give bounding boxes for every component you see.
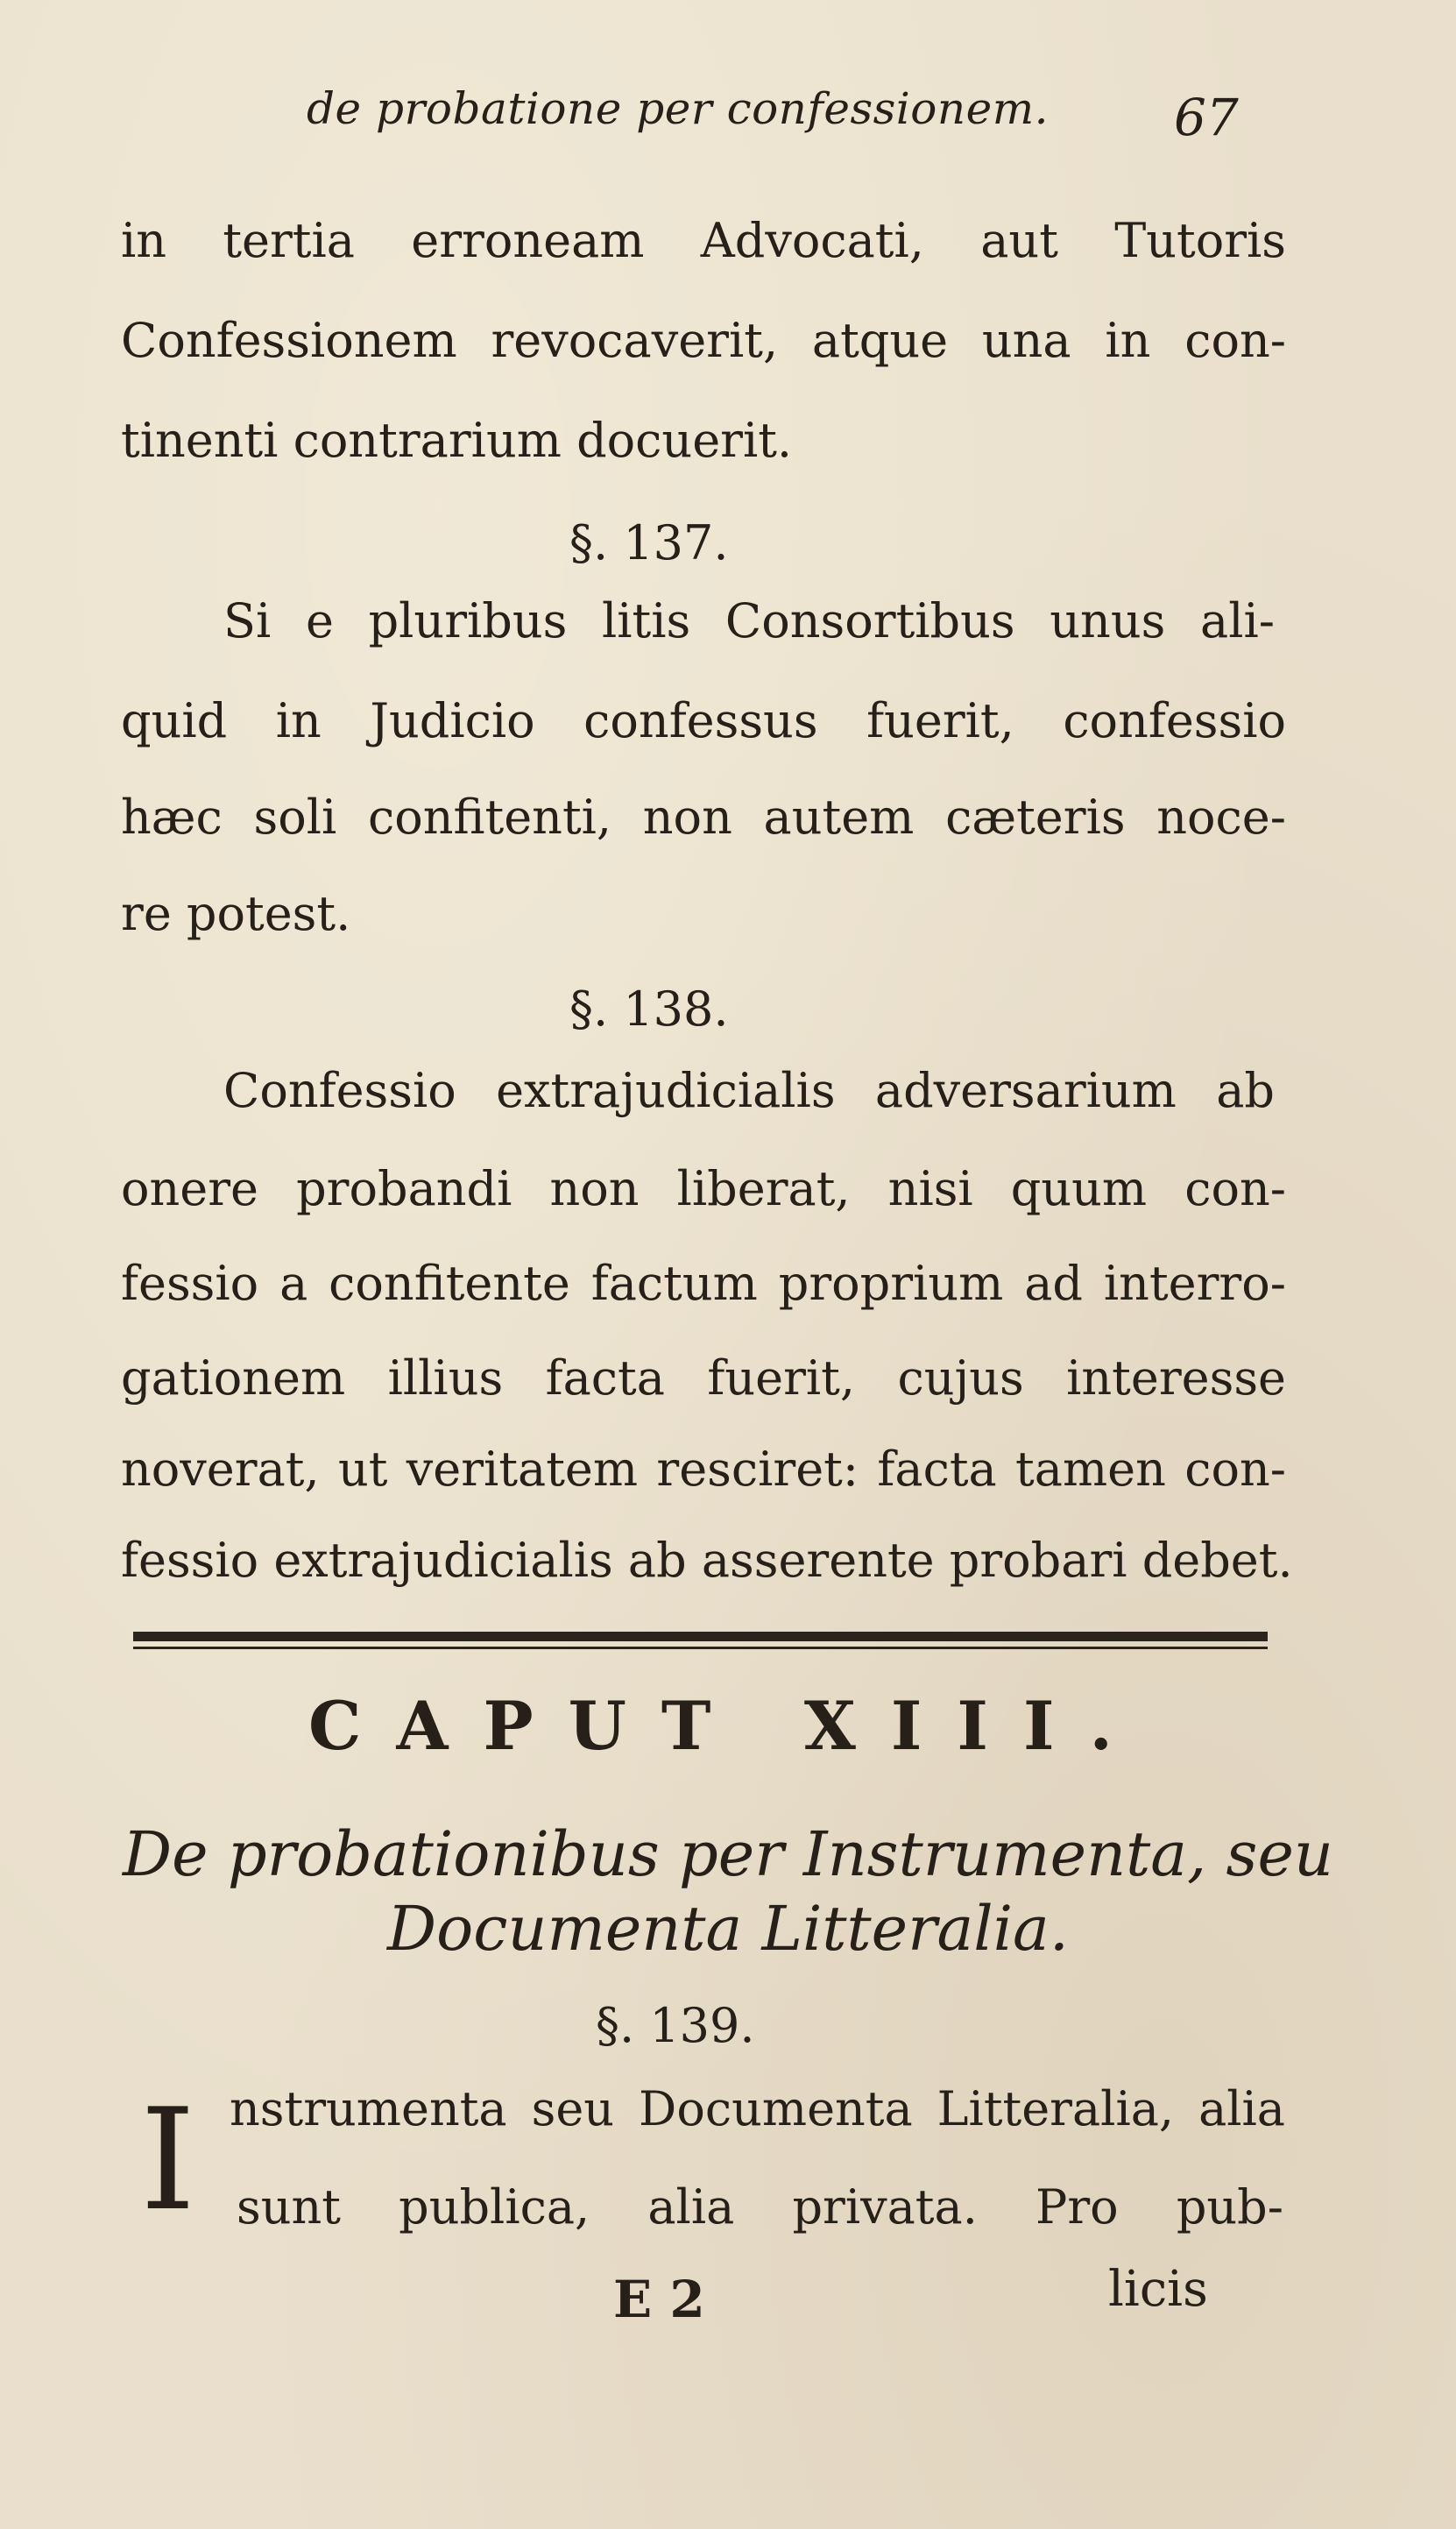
text-line: nstrumenta seu Documenta Litteralia, alia bbox=[230, 2081, 1285, 2136]
text-line: tinenti contrarium docuerit. bbox=[121, 413, 793, 468]
page-number: 67 bbox=[1174, 88, 1239, 147]
drop-cap: I bbox=[140, 2078, 196, 2242]
text-line: quid in Judicio confessus fuerit, confessio bbox=[121, 693, 1286, 748]
text-line: sunt publica, alia privata. Pro pub- bbox=[237, 2179, 1283, 2235]
text-line: Si e pluribus litis Consortibus unus ali- bbox=[223, 593, 1275, 648]
text-line: hæc soli confitenti, non autem cæteris noce- bbox=[121, 790, 1286, 845]
text-line: in tertia erroneam Advocati, aut Tutoris bbox=[121, 213, 1286, 268]
catchword: licis bbox=[1108, 2261, 1208, 2318]
chapter-title-line-1: De probationibus per Instrumenta, seu bbox=[123, 1818, 1333, 1890]
text-line: fessio extrajudicialis ab asserente probari debet. bbox=[121, 1533, 1293, 1588]
section-heading-137: §. 137. bbox=[569, 515, 729, 570]
text-line: gationem illius facta fuerit, cujus interesse bbox=[121, 1350, 1286, 1406]
text-line: onere probandi non liberat, nisi quum con- bbox=[121, 1161, 1286, 1216]
horizontal-rule-thin bbox=[133, 1647, 1268, 1649]
text-line: re potest. bbox=[121, 886, 351, 941]
section-heading-139: §. 139. bbox=[596, 1998, 755, 2053]
chapter-heading: CAPUT XIII. bbox=[308, 1687, 1148, 1765]
section-heading-138: §. 138. bbox=[569, 981, 729, 1037]
text-line: Confessionem revocaverit, atque una in con- bbox=[121, 313, 1286, 368]
running-title: de probatione per confessionem. bbox=[307, 83, 1049, 134]
signature-mark: E 2 bbox=[613, 2270, 705, 2329]
text-line: Confessio extrajudicialis adversarium ab bbox=[223, 1063, 1275, 1118]
chapter-title-line-2: Documenta Litteralia. bbox=[386, 1893, 1070, 1965]
horizontal-rule bbox=[133, 1632, 1268, 1641]
text-line: noverat, ut veritatem resciret: facta tamen con- bbox=[121, 1442, 1286, 1497]
text-line: fessio a confitente factum proprium ad interro- bbox=[121, 1256, 1286, 1311]
